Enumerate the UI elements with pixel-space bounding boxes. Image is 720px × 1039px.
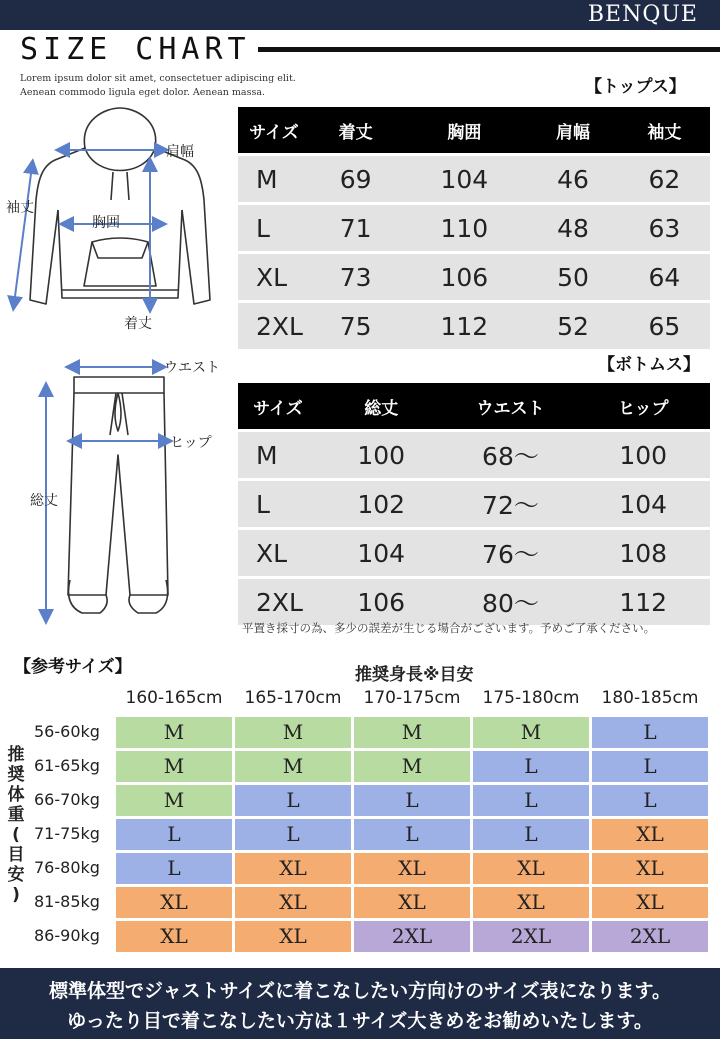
height-column-label: 165-170cm bbox=[244, 688, 342, 708]
weight-row-label: 56-60kg bbox=[34, 722, 100, 741]
tops-table bbox=[238, 104, 710, 352]
header-cell: 肩幅 bbox=[527, 107, 618, 153]
table-cell: 106 bbox=[318, 579, 444, 625]
size-grid-cell: L bbox=[473, 819, 589, 850]
weight-row-label: 61-65kg bbox=[34, 756, 100, 775]
table-cell: 112 bbox=[401, 303, 527, 349]
table-cell: 106 bbox=[401, 254, 527, 300]
size-cell: L bbox=[238, 205, 310, 251]
size-grid-cell: XL bbox=[235, 887, 351, 918]
length-label: 着丈 bbox=[124, 316, 152, 332]
size-grid-cell: L bbox=[592, 717, 708, 748]
height-column-label: 180-185cm bbox=[601, 688, 699, 708]
size-grid-cell: XL bbox=[235, 853, 351, 884]
size-grid-cell: L bbox=[235, 785, 351, 816]
header-cell: 総丈 bbox=[318, 383, 444, 429]
weight-axis-char: 推 bbox=[7, 745, 25, 765]
weight-row-label: 66-70kg bbox=[34, 790, 100, 809]
lorem-text bbox=[20, 72, 320, 100]
size-grid-cell: L bbox=[354, 785, 470, 816]
table-cell: 100 bbox=[576, 432, 710, 478]
header-cell: サイズ bbox=[238, 383, 318, 429]
size-grid-cell: XL bbox=[473, 853, 589, 884]
table-row bbox=[238, 530, 710, 576]
pants-length-label: 総丈 bbox=[30, 493, 58, 509]
hood-outline bbox=[84, 108, 155, 148]
size-grid-cell: 2XL bbox=[592, 921, 708, 952]
size-grid-cell: XL bbox=[592, 819, 708, 850]
size-cell: L bbox=[238, 481, 318, 527]
size-grid-cell: L bbox=[473, 785, 589, 816]
header-cell: 着丈 bbox=[310, 107, 401, 153]
weight-row-label: 76-80kg bbox=[34, 858, 100, 877]
header-cell: サイズ bbox=[238, 107, 310, 153]
sleeve-label: 袖丈 bbox=[6, 200, 34, 216]
weight-axis-char: 体 bbox=[7, 785, 25, 805]
table-row bbox=[238, 205, 710, 251]
size-grid-cell: XL bbox=[592, 853, 708, 884]
size-grid-cell: XL bbox=[116, 887, 232, 918]
height-column-label: 175-180cm bbox=[482, 688, 580, 708]
weight-axis-label bbox=[6, 745, 26, 905]
size-grid-cell: M bbox=[116, 751, 232, 782]
weight-axis-char: ( bbox=[12, 825, 20, 845]
size-cell: M bbox=[238, 156, 310, 202]
size-cell: M bbox=[238, 432, 318, 478]
table-cell: 102 bbox=[318, 481, 444, 527]
size-grid-cell: L bbox=[116, 853, 232, 884]
table-cell: 65 bbox=[619, 303, 710, 349]
table-cell: 80〜 bbox=[444, 579, 576, 625]
weight-axis-char: 重 bbox=[7, 805, 25, 825]
size-grid-cell: M bbox=[473, 717, 589, 748]
size-cell: XL bbox=[238, 254, 310, 300]
size-grid-cell: XL bbox=[354, 853, 470, 884]
page-title: SIZE CHART bbox=[20, 32, 251, 67]
size-grid-cell: XL bbox=[354, 887, 470, 918]
table-header-row bbox=[238, 107, 710, 153]
table-row bbox=[238, 481, 710, 527]
size-cell: 2XL bbox=[238, 303, 310, 349]
header-cell: 袖丈 bbox=[619, 107, 710, 153]
lorem-line-2: Aenean commodo ligula eget dolor. Aenean massa. bbox=[20, 87, 266, 98]
footer-line-1: 標準体型でジャストサイズに着こなしたい方向けのサイズ表になります。 bbox=[48, 980, 672, 1002]
size-grid-cell: L bbox=[354, 819, 470, 850]
table-cell: 71 bbox=[310, 205, 401, 251]
footer-banner bbox=[0, 968, 720, 1039]
table-cell: 73 bbox=[310, 254, 401, 300]
table-cell: 108 bbox=[576, 530, 710, 576]
size-grid-cell: XL bbox=[235, 921, 351, 952]
size-grid-cell: L bbox=[592, 751, 708, 782]
reference-label: 【参考サイズ】 bbox=[14, 657, 132, 677]
chest-label: 胸囲 bbox=[92, 215, 120, 231]
table-cell: 76〜 bbox=[444, 530, 576, 576]
table-cell: 69 bbox=[310, 156, 401, 202]
size-cell: XL bbox=[238, 530, 318, 576]
hip-label: ヒップ bbox=[170, 435, 212, 451]
weight-row-label: 86-90kg bbox=[34, 926, 100, 945]
table-row bbox=[238, 156, 710, 202]
size-grid-cell: 2XL bbox=[473, 921, 589, 952]
table-row bbox=[238, 254, 710, 300]
table-cell: 68〜 bbox=[444, 432, 576, 478]
weight-row-label: 71-75kg bbox=[34, 824, 100, 843]
table-cell: 112 bbox=[576, 579, 710, 625]
size-grid-cell: M bbox=[354, 717, 470, 748]
table-cell: 110 bbox=[401, 205, 527, 251]
table-cell: 104 bbox=[318, 530, 444, 576]
height-column-label: 170-175cm bbox=[363, 688, 461, 708]
table-cell: 72〜 bbox=[444, 481, 576, 527]
waistband bbox=[74, 377, 164, 393]
lorem-line-1: Lorem ipsum dolor sit amet, consectetuer adipiscing elit. bbox=[20, 73, 296, 84]
table-cell: 50 bbox=[527, 254, 618, 300]
height-column-label: 160-165cm bbox=[125, 688, 223, 708]
table-cell: 48 bbox=[527, 205, 618, 251]
title-rule bbox=[258, 47, 720, 52]
weight-axis-char: 目 bbox=[7, 845, 25, 865]
size-grid-cell: M bbox=[116, 717, 232, 748]
size-grid-cell: XL bbox=[473, 887, 589, 918]
table-cell: 63 bbox=[619, 205, 710, 251]
weight-axis-char: 奨 bbox=[7, 765, 25, 785]
table-row bbox=[238, 303, 710, 349]
table-row bbox=[238, 579, 710, 625]
table-cell: 104 bbox=[401, 156, 527, 202]
size-grid-cell: M bbox=[235, 717, 351, 748]
size-grid-cell: L bbox=[116, 819, 232, 850]
header-cell: ウエスト bbox=[444, 383, 576, 429]
size-grid-cell: M bbox=[116, 785, 232, 816]
table-cell: 62 bbox=[619, 156, 710, 202]
size-grid-cell: L bbox=[592, 785, 708, 816]
table-cell: 75 bbox=[310, 303, 401, 349]
waist-label: ウエスト bbox=[164, 360, 220, 376]
table-cell: 100 bbox=[318, 432, 444, 478]
table-cell: 46 bbox=[527, 156, 618, 202]
size-grid-cell: 2XL bbox=[354, 921, 470, 952]
weight-axis-char: 安 bbox=[7, 865, 25, 885]
measurement-note: 平置き採寸の為、多少の誤差が生じる場合がございます。予めご了承ください。 bbox=[242, 621, 656, 635]
table-cell: 64 bbox=[619, 254, 710, 300]
size-grid-cell: L bbox=[235, 819, 351, 850]
size-grid-cell: M bbox=[235, 751, 351, 782]
size-grid-cell: M bbox=[354, 751, 470, 782]
size-grid-cell: XL bbox=[116, 921, 232, 952]
table-cell: 52 bbox=[527, 303, 618, 349]
table-cell: 104 bbox=[576, 481, 710, 527]
bottoms-label: 【ボトムス】 bbox=[598, 355, 700, 375]
table-row bbox=[238, 432, 710, 478]
brand-logo: BENQUE bbox=[587, 2, 698, 27]
size-cell: 2XL bbox=[238, 579, 318, 625]
size-grid-cell: XL bbox=[592, 887, 708, 918]
weight-row-label: 81-85kg bbox=[34, 892, 100, 911]
table-header-row bbox=[238, 383, 710, 429]
header-cell: 胸囲 bbox=[401, 107, 527, 153]
shoulder-label: 肩幅 bbox=[166, 144, 194, 160]
tops-label: 【トップス】 bbox=[585, 77, 686, 97]
bottoms-table bbox=[238, 380, 710, 628]
size-grid-cell: L bbox=[473, 751, 589, 782]
sleeve-arrow bbox=[14, 166, 32, 304]
weight-axis-char: ) bbox=[12, 885, 20, 905]
footer-line-2: ゆったり目で着こなしたい方は１サイズ大きめをお勧めいたします。 bbox=[67, 1010, 653, 1032]
reference-title: 推奨身長※目安 bbox=[355, 665, 474, 685]
header-cell: ヒップ bbox=[576, 383, 710, 429]
